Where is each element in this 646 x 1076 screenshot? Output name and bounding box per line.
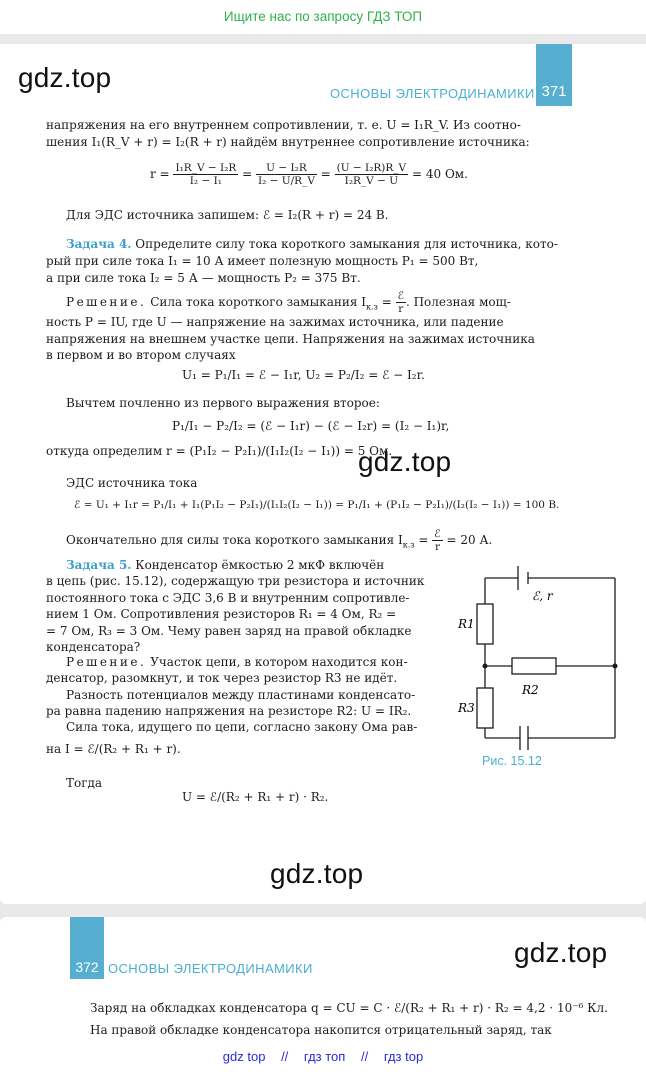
running-head: ОСНОВЫ ЭЛЕКТРОДИНАМИКИ <box>108 961 313 976</box>
solution4-line: Решение. Сила тока короткого замыкания $I_{к.з}$ = ℰ r . Полезная мощ- <box>66 290 511 315</box>
footer-separator: // <box>281 1049 289 1064</box>
running-head: ОСНОВЫ ЭЛЕКТРОДИНАМИКИ <box>330 86 535 101</box>
formula-r: r = $\frac{\text{I₁R\_V − I₂R}}{\text{I₂ − I₁}}$ = $\frac{\text{U − I₂R}}{\text{I₂ − U/R\_V}}$ = $\frac{\text{(U − I₂R)R\_V}}{\text{I₂R\_V − U}}$ = 40 Ом. <box>150 162 468 187</box>
text-line: в первом и во втором случаях <box>46 348 236 362</box>
text-line: ЭДС источника тока <box>66 476 198 490</box>
footer-link[interactable]: гдз топ <box>303 1049 346 1064</box>
text-line-short-circuit: Окончательно для силы тока короткого замыкания $I_{к.з}$ = ℰ r = 20 А. <box>66 528 493 553</box>
task4-line: Задача 4. Определите силу тока короткого замыкания для источника, кото- <box>66 237 558 251</box>
text-line: рый при силе тока I₁ = 10 А имеет полезную мощность P₁ = 500 Вт, <box>46 254 479 268</box>
page-number: 372 <box>70 917 104 979</box>
resistor-r1 <box>477 604 493 644</box>
watermark: gdz.top <box>514 937 608 968</box>
text-line: денсатор, разомкнут, и ток через резистор R3 не идёт. <box>46 671 398 685</box>
formula-u1-u2: U₁ = P₁/I₁ = ℰ − I₁r, U₂ = P₂/I₂ = ℰ − I₂r. <box>182 368 425 382</box>
text-line: Для ЭДС источника запишем: ℰ = I₂(R + r) = 24 В. <box>66 208 389 222</box>
watermark: gdz.top <box>18 62 112 93</box>
task4-label: Задача 4. <box>66 237 132 251</box>
text-line: в цепь (рис. 15.12), содержащую три резистора и источник <box>46 574 425 588</box>
text-line: Разность потенциалов между пластинами конденсато- <box>66 688 416 702</box>
text-line: постоянного тока с ЭДС 3,6 В и внутренним сопротивле- <box>46 591 410 605</box>
text-line: Заряд на обкладках конденсатора q = CU = C · ℰ/(R₂ + R₁ + r) · R₂ = 4,2 · 10⁻⁶ Кл. <box>90 1001 608 1015</box>
text-line: Вычтем почленно из первого выражения второе: <box>66 396 380 410</box>
text-line: напряжения на его внутреннем сопротивлении, т. е. U = I₁R_V. Из соотно- <box>46 118 521 132</box>
formula-difference: P₁/I₁ − P₂/I₂ = (ℰ − I₁r) − (ℰ − I₂r) = (I₂ − I₁)r, <box>172 419 450 433</box>
solution5-line: Решение. Участок цепи, в котором находится кон- <box>66 655 408 669</box>
footer-separator: // <box>360 1049 369 1064</box>
formula-current: на I = ℰ/(R₂ + R₁ + r). <box>46 742 181 756</box>
formula-emf: ℰ = U₁ + I₁r = P₁/I₁ + I₁(P₁I₂ − P₂I₁)/(I₁I₂(I₂ − I₁)) = P₁/I₁ + (P₁I₂ − P₂I₁)/(I₂(I₂ − I₁)) = 100 В. <box>74 499 560 511</box>
text-line: Тогда <box>66 776 103 790</box>
top-banner[interactable]: Ищите нас по запросу ГДЗ ТОП <box>0 0 646 34</box>
text-line: = 7 Ом, R₃ = 3 Ом. Чему равен заряд на правой обкладке <box>46 624 412 638</box>
label-r3: R3 <box>458 701 475 715</box>
formula-voltage: U = ℰ/(R₂ + R₁ + r) · R₂. <box>182 790 329 804</box>
page-371 <box>0 44 646 904</box>
footer-link[interactable]: gdz top <box>222 1049 266 1064</box>
task5-label: Задача 5. <box>66 558 132 572</box>
text-line: Сила тока, идущего по цепи, согласно закону Ома рав- <box>66 720 418 734</box>
figure-caption: Рис. 15.12 <box>482 754 542 768</box>
label-r1: R1 <box>458 617 475 631</box>
label-r2: R2 <box>522 683 539 697</box>
text-line: шения I₁(R_V + r) = I₂(R + r) найдём внутреннее сопротивление источника: <box>46 135 530 149</box>
watermark: gdz.top <box>270 858 364 889</box>
text-line: ра равна падению напряжения на резисторе R2: U = IR₂. <box>46 704 412 718</box>
footer-link[interactable]: гдз top <box>383 1049 424 1064</box>
task5-line: Задача 5. Конденсатор ёмкостью 2 мкФ включён <box>66 558 385 572</box>
page-372 <box>0 917 646 1041</box>
text-line: На правой обкладке конденсатора накопится отрицательный заряд, так <box>90 1023 552 1037</box>
label-emf: ℰ, r <box>532 589 553 603</box>
watermark: gdz.top <box>358 446 452 477</box>
solution-label: Решение. <box>66 295 147 309</box>
circuit-diagram <box>456 552 646 752</box>
text-line: напряжения на внешнем участке цепи. Напряжения на зажимах источника <box>46 332 535 346</box>
page-number: 371 <box>536 44 572 106</box>
text-line: а при силе тока I₂ = 5 А — мощность P₂ = 375 Вт. <box>46 271 361 285</box>
formula-r-result: откуда определим r = (P₁I₂ − P₂I₁)/(I₁I₂(I₂ − I₁)) = 5 Ом. <box>46 444 393 458</box>
text-line: нием 1 Ом. Сопротивления резисторов R₁ = 4 Ом, R₂ = <box>46 607 397 621</box>
text-line: ность P = IU, где U — напряжение на зажимах источника, или падение <box>46 315 504 329</box>
text-line: конденсатора? <box>46 640 141 654</box>
footer-links <box>0 1041 646 1076</box>
